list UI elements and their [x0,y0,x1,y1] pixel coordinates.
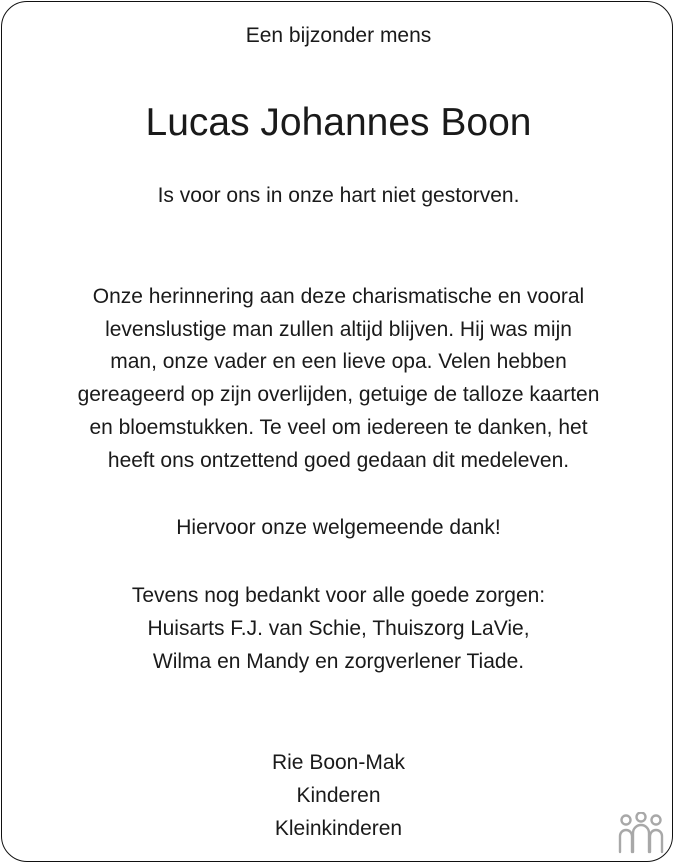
paragraph-line: en bloemstukken. Te veel om iedereen te danken, het [89,416,588,439]
paragraph-line: gereageerd op zijn overlijden, getuige de talloze kaarten [77,383,600,406]
thanks-line: Hiervoor onze welgemeende dank! [176,516,501,539]
care-line: Tevens nog bedankt voor alle goede zorgen: [131,584,546,607]
care-line: Wilma en Mandy en zorgverlener Tiade. [152,650,525,673]
deceased-name: Lucas Johannes Boon [145,101,532,144]
signatory: Kleinkinderen [274,817,403,840]
paragraph-line: man, onze vader en een lieve opa. Velen hebben [110,350,567,373]
signatory: Rie Boon-Mak [271,751,406,774]
heading: Een bijzonder mens [245,24,432,47]
family-icon [617,812,665,854]
paragraph-line: heeft ons ontzettend goed gedaan dit medeleven. [107,449,570,472]
paragraph-line: Onze herinnering aan deze charismatische en vooral [92,285,585,308]
subtitle: Is voor ons in onze hart niet gestorven. [157,184,520,207]
paragraph-line: levenslustige man zullen altijd blijven. Hij was mijn [105,318,572,341]
signatory: Kinderen [296,784,381,807]
care-line: Huisarts F.J. van Schie, Thuiszorg LaVie, [147,617,530,640]
